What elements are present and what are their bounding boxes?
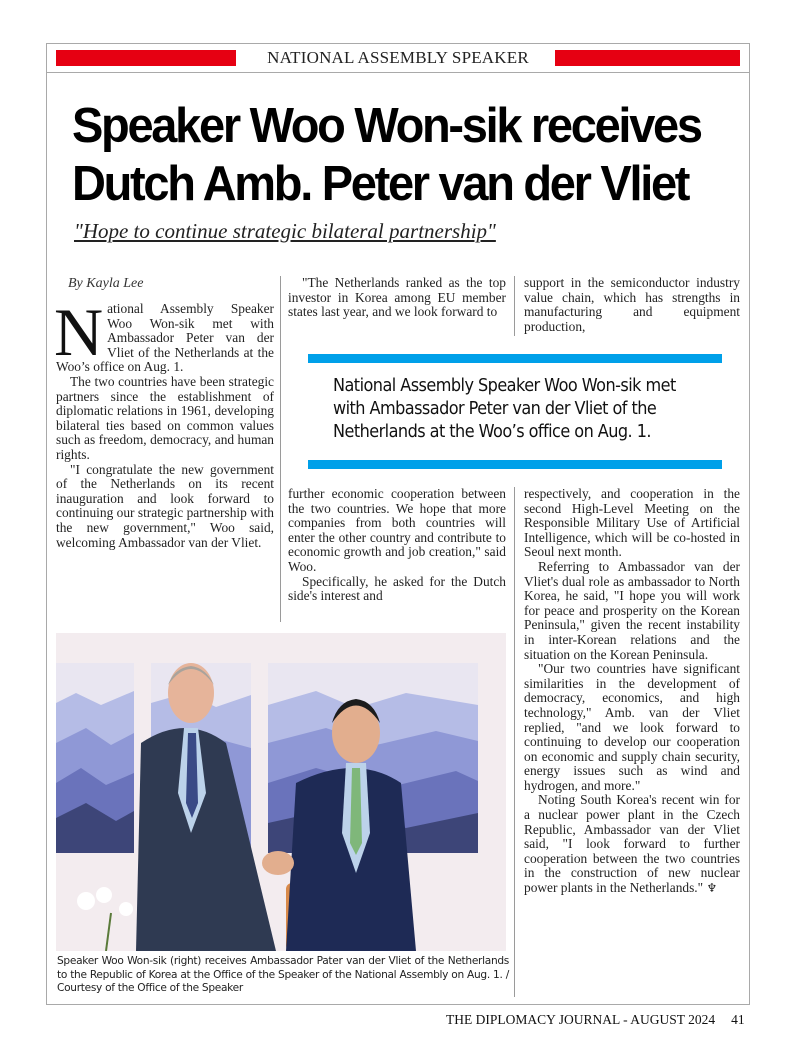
article-paragraph: further economic cooperation between the two countries. We hope that more companies from both countries will enter the other country and contribute to economic growth and job creation," said Woo. xyxy=(288,486,506,574)
section-title: NATIONAL ASSEMBLY SPEAKER xyxy=(267,48,529,67)
page-footer xyxy=(446,1012,745,1028)
headline-line-2: Dutch Amb. Peter van der Vliet xyxy=(72,154,689,211)
article-paragraph: Referring to Ambassador van der Vliet's dual role as ambassador to North Korea, he said, "I hope you will work for peace and prosperity on the Korean Peninsula," given the recent instability in inter-Korean relations and the situation on the Korean Peninsula. xyxy=(524,558,740,662)
pull-quote-text: National Assembly Speaker Woo Won-sik met with Ambassador Peter van der Vliet of the Netherlands at the Woo’s office on Aug. 1. xyxy=(333,376,676,442)
section-bar-left xyxy=(56,50,236,66)
end-mark-icon: ♆ xyxy=(706,881,718,896)
subheadline: "Hope to continue strategic bilateral partnership" xyxy=(74,219,496,243)
page-number: 41 xyxy=(731,1012,745,1027)
photo-caption: Speaker Woo Won-sik (right) receives Ambassador Pater van der Vliet of the Netherlands to the Republic of Korea at the Office of the Speaker of the National Assembly on Aug. 1. / Courtesy of the Office of the Speaker xyxy=(57,955,509,995)
headline xyxy=(72,96,742,212)
article-column-2-top xyxy=(288,276,506,320)
article-column-2-bottom xyxy=(288,487,506,604)
pull-quote-bar-bottom xyxy=(308,460,722,469)
headline-line-1: Speaker Woo Won-sik receives xyxy=(72,97,701,153)
photo-illustration xyxy=(56,633,506,951)
article-paragraph: Specifically, he asked for the Dutch side's interest and xyxy=(288,573,506,604)
drop-cap: N xyxy=(54,294,104,370)
article-paragraph: "I congratulate the new government of the Netherlands on its recent inauguration and look forward to continuing our strategic partnership with the new government," Woo said, welcoming Ambassador van der Vliet. xyxy=(56,461,274,550)
column-divider xyxy=(514,487,515,997)
article-photo xyxy=(56,633,506,951)
publication-name: THE DIPLOMACY JOURNAL - AUGUST 2024 xyxy=(446,1012,716,1027)
article-paragraph: Noting South Korea's recent win for a nuclear power plant in the Czech Republic, Ambassador van der Vliet said, "I look forward to further cooperation between the two countries in the construction of new nuclear power plants in the Netherlands." ♆ xyxy=(524,792,740,896)
mountain-painting-left xyxy=(56,663,134,853)
section-header xyxy=(46,43,750,73)
article-paragraph: National Assembly Speaker Woo Won-sik met with Ambassador Peter van der Vliet of the Netherlands at the Woo’s office on Aug. 1. xyxy=(54,294,274,375)
pull-quote-bar-top xyxy=(308,354,722,363)
article-paragraph: The two countries have been strategic partners since the establishment of diplomatic relations in 1961, developing bilateral ties based on common values such as freedom, democracy, and human rights. xyxy=(56,373,274,462)
article-column-1 xyxy=(54,294,274,550)
pull-quote xyxy=(308,354,722,469)
article-paragraph: "Our two countries have significant similarities in the development of democracy, economics, and high technology," Amb. van der Vliet replied, "and we look forward to continuing to develop our cooperation on economic and supply chain security, energy issues such as wind and hydrogen, and more." xyxy=(524,661,740,793)
handshake xyxy=(262,851,294,875)
article-paragraph: respectively, and cooperation in the second High-Level Meeting on the Responsible Military Use of Artificial Intelligence, which will be co-hosted in Seoul next month. xyxy=(524,486,740,560)
column-divider xyxy=(514,276,515,336)
article-paragraph: support in the semiconductor industry value chain, which has strengths in manufacturing and equipment production, xyxy=(524,275,740,334)
column-divider xyxy=(280,276,281,622)
article-paragraph: "The Netherlands ranked as the top investor in Korea among EU member states last year, and we look forward to xyxy=(288,275,506,320)
article-column-3-bottom xyxy=(524,487,740,896)
section-bar-right xyxy=(555,50,740,66)
article-column-3-top xyxy=(524,276,740,334)
byline: By Kayla Lee xyxy=(68,276,144,291)
